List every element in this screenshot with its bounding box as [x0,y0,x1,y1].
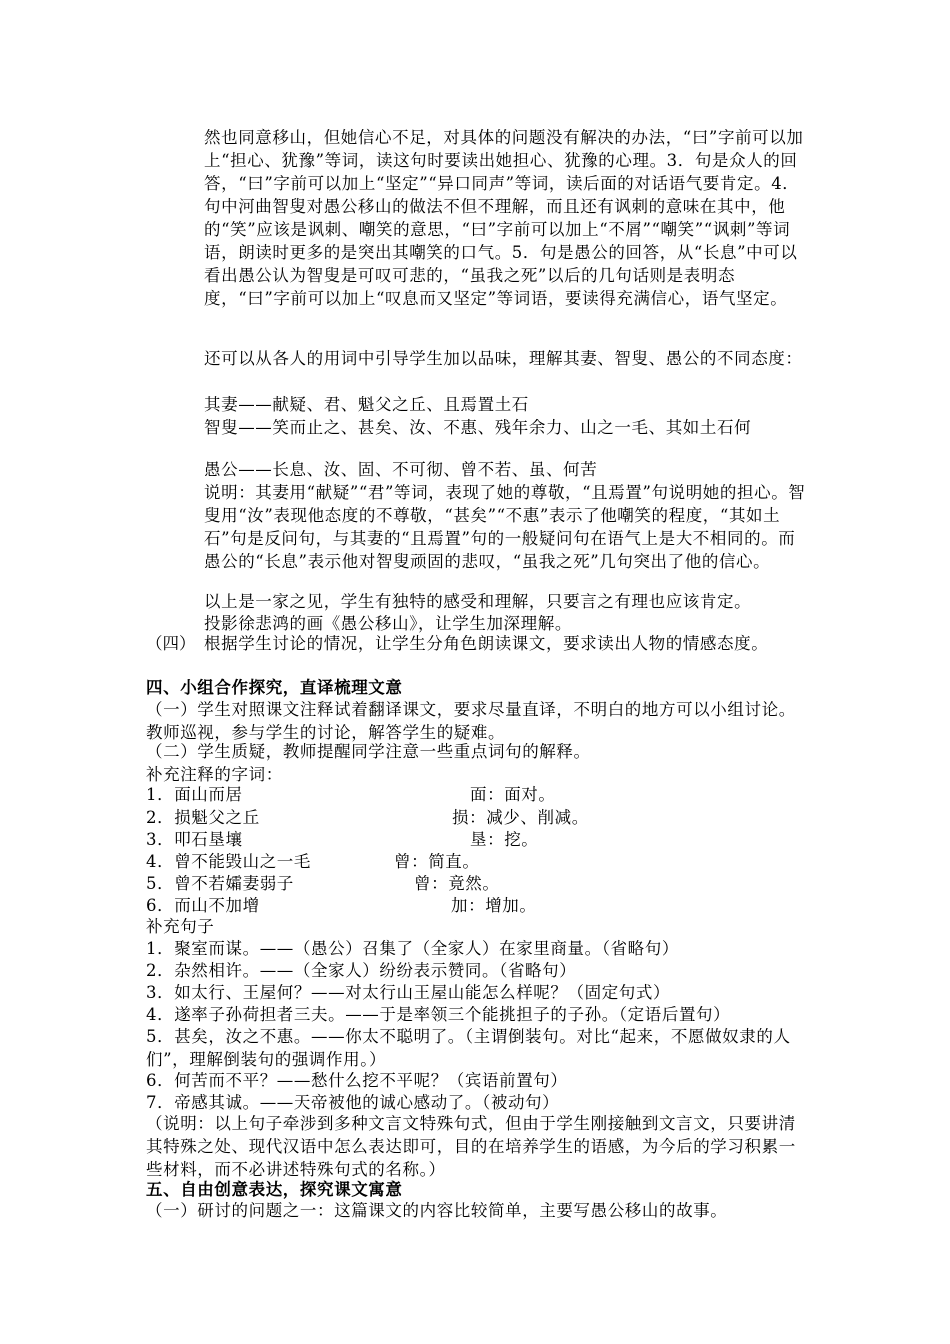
opinion-note-paragraph: 以上是一家之见，学生有独特的感受和理解，只要言之有理也应该肯定。 [204,592,752,611]
section5-heading: 五、自由创意表达，探究课文寓意 [146,1180,403,1199]
word-phrase-4: 4．曾不能毁山之一毛 [146,852,311,871]
word-def-6: 加：增加。 [451,896,537,915]
word-phrase-1: 1．面山而居 [146,785,243,804]
section4-note-paragraph: （说明：以上句子牵涉到多种文言文特殊句式，但由于学生刚接触到文言文，只要讲清其特殊之处、现代汉语中怎么表达即可，目的在培养学生的语感，为今后的学习积累一些材料，而不必讲述特殊句式的名称。） [146,1114,796,1179]
section4-heading: 四、小组合作探究，直译梳理文意 [146,678,403,697]
words-title: 补充注释的字词： [146,765,283,784]
sentence-5: 5．甚矣，汝之不惠。——你太不聪明了。（主谓倒装句。对比“起来，不愿做奴隶的人们”，理解倒装句的强调作用。） [146,1027,791,1069]
projection-paragraph: 投影徐悲鸿的画《愚公移山》，让学生加深理解。 [204,614,572,633]
word-def-1: 面：面对。 [470,785,556,804]
word-def-2: 损：减少、削减。 [452,808,589,827]
attitude-intro-paragraph: 还可以从各人的用词中引导学生加以品味，理解其妻、智叟、愚公的不同态度： [204,349,803,368]
sentence-4: 4．遂率子孙荷担者三夫。——于是率领三个能挑担子的子孙。（定语后置句） [146,1005,731,1024]
yugong-wording-line: 愚公——长息、汝、固、不可彻、曾不若、虽、何苦 [204,460,598,479]
sentence-6: 6．何苦而不平？——愁什么挖不平呢？（宾语前置句） [146,1071,568,1090]
section4-step2-paragraph: （二）学生质疑，教师提醒同学注意一些重点词句的解释。 [146,742,591,761]
step4-text: 根据学生讨论的情况，让学生分角色朗读课文，要求读出人物的情感态度。 [204,634,769,653]
sentence-7: 7．帝感其诚。——天帝被他的诚心感动了。（被动句） [146,1093,560,1112]
sentence-2: 2．杂然相许。——（全家人）纷纷表示赞同。（省略句） [146,961,577,980]
word-phrase-2: 2．损魁父之丘 [146,808,260,827]
word-def-3: 垦：挖。 [470,830,539,849]
step4-label: （四） [146,634,196,653]
zhisou-wording-line: 智叟——笑而止之、甚矣、汝、不惠、残年余力、山之一毛、其如土石何 [204,418,752,437]
word-phrase-5: 5．曾不若孀妻弱子 [146,874,294,893]
sentence-1: 1．聚室而谋。——（愚公）召集了（全家人）在家里商量。（省略句） [146,939,679,958]
wife-wording-line: 其妻——献疑、君、魁父之丘、且焉置土石 [204,395,529,414]
word-phrase-6: 6．而山不加增 [146,896,260,915]
sentences-title: 补充句子 [146,917,215,936]
word-def-5: 曾：竟然。 [414,874,500,893]
section5-step1-paragraph: （一）研讨的问题之一：这篇课文的内容比较简单，主要写愚公移山的故事。 [146,1201,728,1220]
word-phrase-3: 3．叩石垦壤 [146,830,243,849]
section4-step1-paragraph: （一）学生对照课文注释试着翻译课文，要求尽量直译，不明白的地方可以小组讨论。教师巡视，参与学生的讨论，解答学生的疑难。 [146,700,796,742]
sentence-3: 3．如太行、王屋何？——对太行山王屋山能怎么样呢？（固定句式） [146,983,671,1002]
attitude-explanation-paragraph: 说明：其妻用“献疑”“君”等词，表现了她的尊敬，“且焉置”句说明她的担心。智叟用“汝”表现他态度的不尊敬，“甚矣”“不惠”表示了他嘲笑的程度，“其如土石”句是反问句，与其妻的“且焉置”句的一般疑问句在语气上是大不相同的。而愚公的“长息”表示他对智叟顽固的悲叹，“虽我之死”几句突出了他的信心。 [204,483,806,571]
reading-analysis-paragraph: 然也同意移山，但她信心不足，对具体的问题没有解决的办法，“曰”字前可以加上“担心、犹豫”等词，读这句时要读出她担心、犹豫的心理。3．句是众人的回答，“曰”字前可以加上“坚定”“异口同声”等词，读后面的对话语气要肯定。4．句中河曲智叟对愚公移山的做法不但不理解，而且还有讽刺的意味在其中，他的“笑”应该是讽刺、嘲笑的意思，“曰”字前可以加上“不屑”“嘲笑”“讽刺”等词语，朗读时更多的是突出其嘲笑的口气。5．句是愚公的回答，从“长息”中可以看出愚公认为智叟是可叹可悲的，“虽我之死”以后的几句话则是表明态度，“曰”字前可以加上“叹息而又坚定”等词语，要读得充满信心，语气坚定。 [204,128,804,308]
word-def-4: 曾：简直。 [394,852,480,871]
